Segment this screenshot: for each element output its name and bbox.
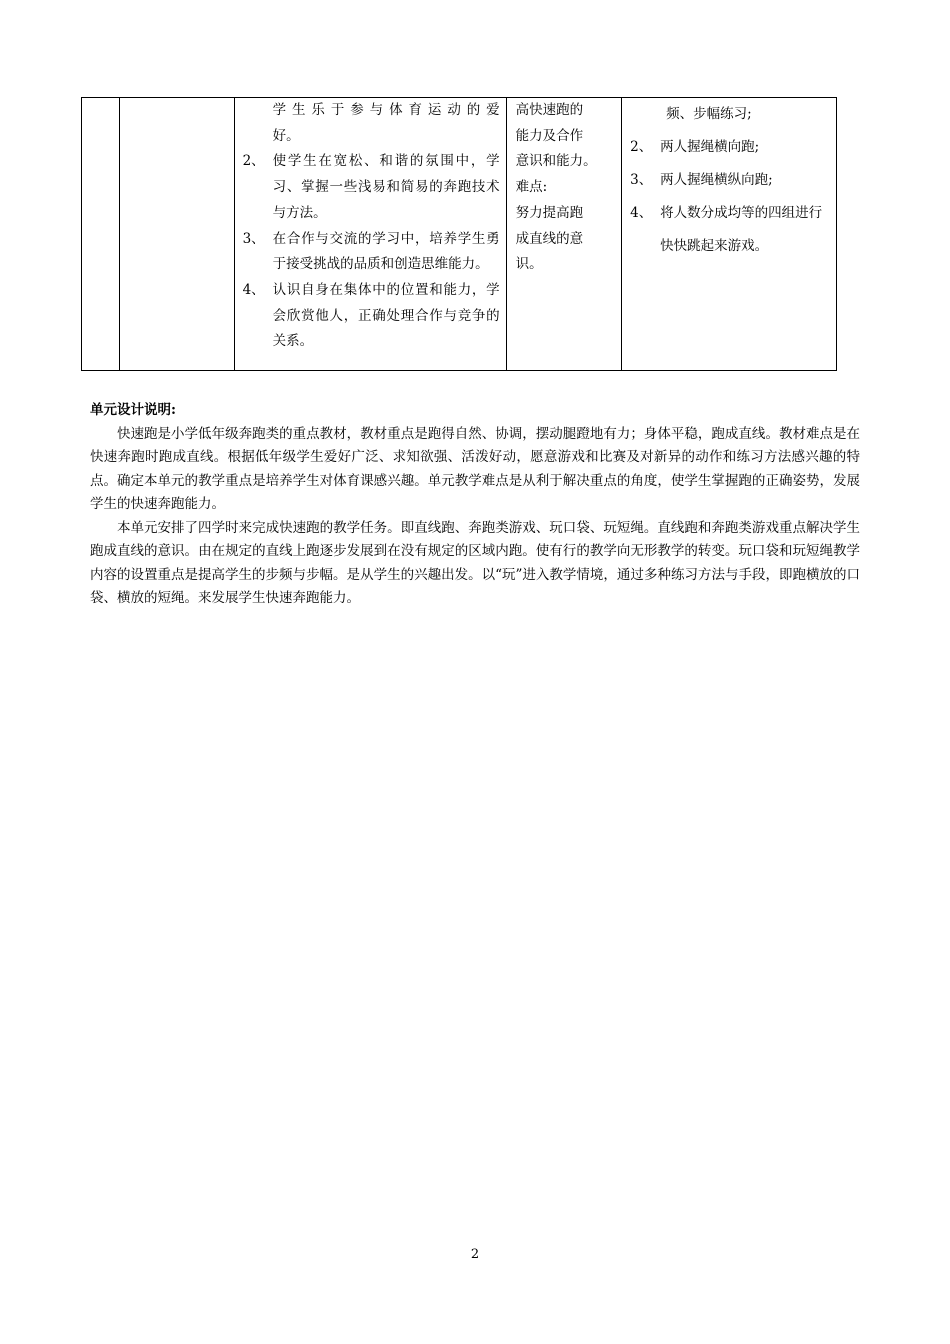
method-number: 2、 bbox=[630, 139, 653, 155]
goal-1-continued-line: 学生乐于参与体育运动的爱 bbox=[272, 102, 500, 118]
keypoint-line: 能力及合作 bbox=[515, 127, 584, 144]
unit-plan-table bbox=[81, 97, 837, 371]
keypoint-line: 努力提高跑 bbox=[515, 204, 584, 221]
teaching-goals-cell bbox=[234, 98, 506, 371]
goal-item bbox=[243, 149, 500, 226]
page-number: 2 bbox=[470, 1247, 480, 1262]
keypoint-line: 难点: bbox=[515, 179, 548, 196]
goal-number: 3、 bbox=[242, 230, 265, 247]
table-cell-content bbox=[120, 98, 234, 371]
keypoint-line: 高快速跑的 bbox=[515, 102, 584, 118]
key-difficult-points-cell bbox=[506, 98, 621, 371]
method-text: 两人握绳横向跑; bbox=[660, 139, 760, 155]
method-item bbox=[630, 197, 830, 263]
teaching-methods-cell bbox=[622, 98, 837, 371]
notes-paragraph: 快速跑是小学低年级奔跑类的重点教材，教材重点是跑得自然、协调，摆动腿蹬地有力；身体平稳，跑成直线。教材难点是在快速奔跑时跑成直线。根据低年级学生爱好广泛、求知欲强、活泼好动，愿意游戏和比赛及对新异的动作和练习方法感兴趣的特点。确定本单元的教学重点是培养学生对体育课感兴趣。单元教学难点是从利于解决重点的角度，使学生掌握跑的正确姿势，发展学生的快速奔跑能力。 bbox=[90, 425, 860, 512]
goal-1-continued-end: 好。 bbox=[272, 127, 300, 144]
notes-heading: 单元设计说明: bbox=[90, 402, 176, 418]
unit-design-notes bbox=[90, 399, 860, 611]
keypoint-line: 意识和能力。 bbox=[515, 153, 597, 170]
table-cell-index bbox=[82, 98, 120, 371]
table-row bbox=[82, 98, 837, 371]
goal-item bbox=[243, 227, 500, 278]
goal-number: 2、 bbox=[242, 153, 265, 170]
method-item bbox=[630, 131, 830, 164]
method-text: 将人数分成均等的四组进行快快跳起来游戏。 bbox=[660, 205, 823, 254]
method-item bbox=[630, 164, 830, 197]
notes-paragraph: 本单元安排了四学时来完成快速跑的教学任务。即直线跑、奔跑类游戏、玩口袋、玩短绳。直线跑和奔跑类游戏重点解决学生跑成直线的意识。由在规定的直线上跑逐步发展到在没有规定的区域内跑。使有行的教学向无形教学的转变。玩口袋和玩短绳教学内容的设置重点是提高学生的步频与步幅。是从学生的兴趣出发。以“玩”进入教学情境，通过多种练习方法与手段，即跑横放的口袋、横放的短绳。来发展学生快速奔跑能力。 bbox=[90, 519, 860, 606]
goal-number: 4、 bbox=[242, 281, 265, 298]
goal-item bbox=[243, 278, 500, 355]
goal-text: 在合作与交流的学习中，培养学生勇于接受挑战的品质和创造思维能力。 bbox=[272, 230, 500, 273]
keypoint-line: 识。 bbox=[515, 256, 543, 273]
method-1-continued-line: 频、步幅练习; bbox=[666, 106, 752, 122]
goal-text: 认识自身在集体中的位置和能力，学会欣赏他人，正确处理合作与竞争的关系。 bbox=[272, 281, 500, 350]
method-number: 4、 bbox=[630, 205, 653, 221]
keypoint-line: 成直线的意 bbox=[515, 230, 584, 247]
method-text: 两人握绳横纵向跑; bbox=[660, 172, 773, 188]
method-number: 3、 bbox=[630, 172, 653, 188]
goal-text: 使学生在宽松、和谐的氛围中，学习、掌握一些浅易和简易的奔跑技术与方法。 bbox=[272, 153, 500, 221]
